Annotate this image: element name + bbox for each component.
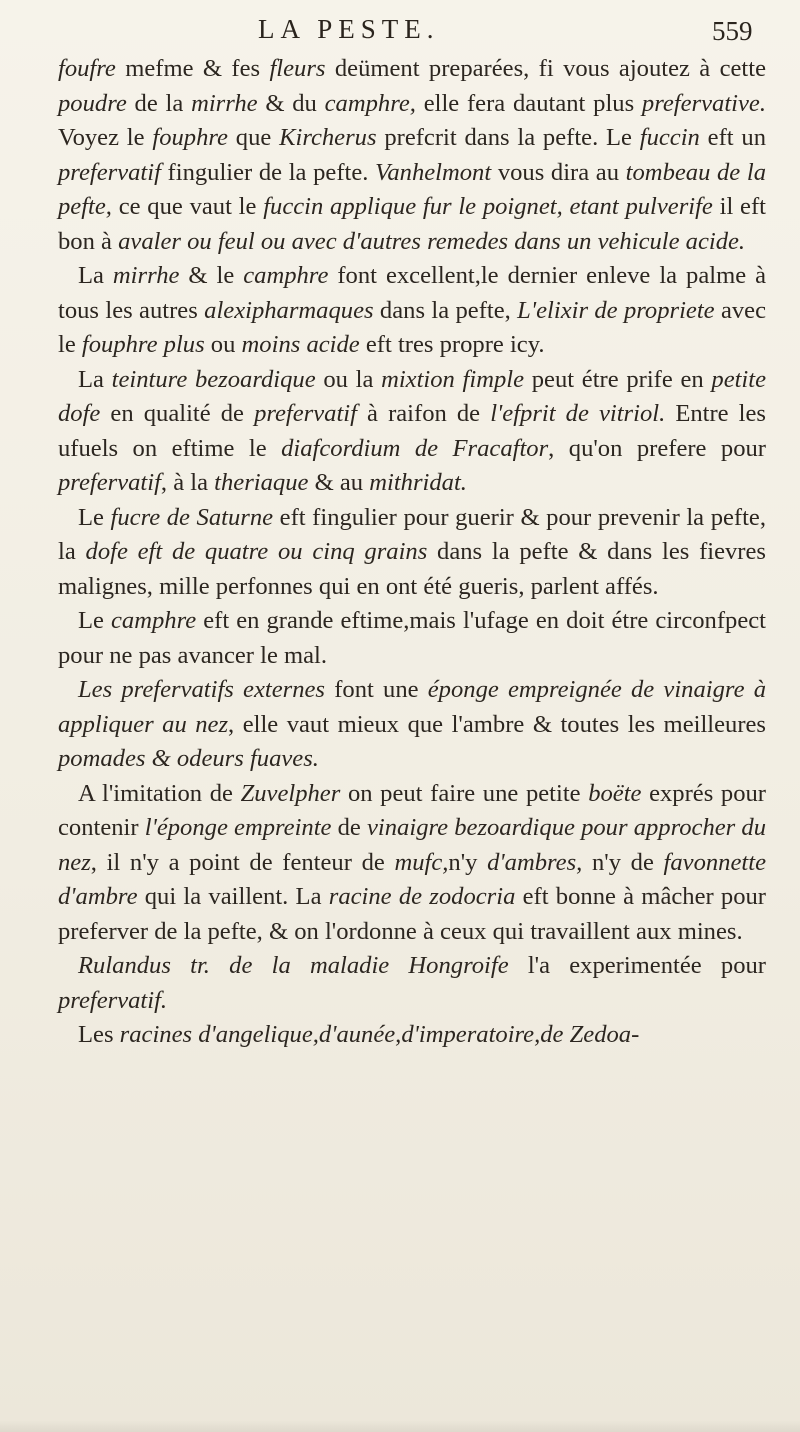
- italic-run: Les prefervatifs externes: [78, 676, 325, 703]
- text-run: prefcrit dans la pefte. Le: [376, 124, 640, 151]
- text-run: eft fingulier pour guerir & pour prevenir la pefte, la: [58, 503, 766, 565]
- text-run: eft bonne à mâcher pour preferver de la pefte, & on l'ordonne à ceux qui travaillent aux mines.: [58, 883, 767, 945]
- text-run: vous dira au: [491, 158, 626, 186]
- italic-run: teinture bezoardique: [111, 365, 316, 393]
- italic-run: prefervatif: [58, 158, 161, 186]
- paragraph: [58, 259, 766, 363]
- text-run: La: [78, 262, 113, 289]
- paragraph: [58, 501, 766, 605]
- italic-run: fleurs: [269, 55, 326, 82]
- text-run: eft en grande eftime,mais l'ufage en doit étre circonfpect pour ne pas avancer le mal.: [58, 607, 766, 669]
- text-run: dans la pefte & dans les fievres malignes, mille perfonnes qui en ont été gueris, parlent affés.: [58, 538, 766, 600]
- text-run: , il n'y a point de fenteur de: [90, 848, 395, 876]
- text-run: ou: [204, 331, 242, 358]
- text-run: Les: [78, 1021, 120, 1048]
- italic-run: fouphre plus: [81, 331, 205, 358]
- text-run: Entre les ufuels on eftime le: [58, 400, 766, 462]
- page-header: [0, 10, 800, 50]
- text-run: qui la vaillent. La: [137, 883, 329, 910]
- italic-run: avaler ou feul ou avec d'autres remedes dans un vehicule acide.: [118, 227, 746, 255]
- italic-run: prefervatif.: [58, 986, 168, 1014]
- text-run: , elle vaut mieux que l'ambre & toutes les meilleures: [228, 710, 766, 738]
- text-run: , qu'on prefere pour: [548, 434, 766, 462]
- text-run: deüment preparées, fi vous ajoutez à cette: [325, 55, 766, 82]
- text-run: La: [78, 365, 112, 393]
- text-run: de la: [126, 89, 192, 117]
- paragraph: [58, 604, 766, 673]
- text-run: dans la pefte,: [373, 296, 518, 324]
- text-run: ou la: [315, 365, 382, 393]
- italic-run: racine de zodocria: [328, 883, 516, 910]
- text-run: l'a experimentée pour: [508, 952, 766, 979]
- paragraph: [58, 1018, 766, 1053]
- body-text: [58, 52, 766, 1053]
- italic-run: vinaigre bezoardique pour approcher du nez: [58, 814, 767, 876]
- italic-run: boëte: [588, 779, 642, 807]
- italic-run: pomades & odeurs fuaves.: [58, 745, 319, 772]
- italic-run: Kircherus: [279, 124, 377, 151]
- text-run: il eft bon à: [58, 193, 766, 255]
- italic-run: favonnette d'ambre: [58, 848, 766, 910]
- page-number: 559: [712, 16, 753, 46]
- text-run: fingulier de la pefte.: [160, 158, 376, 186]
- text-run: en qualité de: [100, 400, 255, 427]
- italic-run: camphre,: [324, 89, 416, 117]
- italic-run: L'elixir de propriete: [517, 296, 715, 324]
- italic-run: d'ambres,: [487, 848, 583, 876]
- text-run: ce que vaut le: [111, 193, 264, 220]
- text-run: eft tres propre icy.: [359, 331, 545, 358]
- italic-run: mufc,: [394, 848, 449, 876]
- italic-run: diafcordium de Fracaftor: [281, 434, 549, 462]
- text-run: avec le: [58, 296, 766, 358]
- text-run: à raifon de: [356, 400, 491, 427]
- italic-run: camphre: [243, 262, 329, 289]
- text-run: Le: [78, 503, 111, 531]
- running-head: LA PESTE.: [258, 14, 440, 44]
- italic-run: fucre de Saturne: [110, 503, 274, 531]
- italic-run: fouphre: [152, 124, 228, 151]
- italic-run: mixtion fimple: [381, 365, 525, 393]
- paragraph: [58, 52, 766, 259]
- text-run: exprés pour contenir: [58, 779, 766, 841]
- text-run: & du: [257, 89, 325, 117]
- italic-run: tombeau de la pefte,: [58, 158, 766, 220]
- italic-run: mirrhe: [112, 262, 180, 289]
- italic-run: mithridat.: [369, 469, 467, 496]
- paragraph: [58, 673, 766, 777]
- italic-run: l'éponge empreinte: [144, 814, 332, 841]
- italic-run: l'efprit de vitriol.: [490, 400, 666, 427]
- italic-run: Zuvelpher: [240, 779, 341, 807]
- text-run: n'y de: [582, 848, 664, 876]
- text-run: Le: [78, 607, 111, 634]
- text-run: eft un: [699, 124, 766, 151]
- text-run: & le: [179, 262, 244, 289]
- text-run: mefme & fes: [115, 55, 270, 82]
- italic-run: fuccin applique fur le poignet, etant pulverife: [263, 193, 713, 220]
- paragraph: [58, 777, 766, 950]
- text-run: que: [227, 124, 280, 151]
- text-run: peut étre prife en: [524, 365, 712, 393]
- text-run: font excellent,le dernier enleve la palme à tous les autres: [58, 262, 767, 324]
- italic-run: petite dofe: [58, 365, 767, 427]
- italic-run: mirrhe: [191, 89, 258, 117]
- italic-run: dofe eft de quatre ou cinq grains: [85, 538, 428, 565]
- text-run: on peut faire une petite: [340, 779, 589, 807]
- text-run: font une: [325, 676, 428, 703]
- paragraph: [58, 363, 766, 501]
- text-run: Voyez le: [58, 124, 153, 151]
- italic-run: poudre: [58, 89, 127, 117]
- page-bottom-shadow: [0, 1420, 800, 1432]
- italic-run: foufre: [58, 55, 116, 82]
- text-run: n'y: [448, 848, 488, 876]
- italic-run: alexipharmaques: [204, 296, 374, 324]
- italic-run: prefervatif: [58, 469, 161, 496]
- italic-run: fuccin: [639, 124, 700, 151]
- text-run: & au: [308, 469, 370, 496]
- italic-run: éponge empreignée de vinaigre à appliquer au nez: [58, 676, 766, 738]
- text-run: , à la: [160, 469, 215, 496]
- italic-run: moins acide: [241, 331, 360, 358]
- text-run: de: [331, 814, 368, 841]
- italic-run: racines d'angelique,d'aunée,d'imperatoire,de Zedoa-: [119, 1021, 640, 1048]
- italic-run: theriaque: [214, 469, 309, 496]
- text-run: elle fera dautant plus: [415, 89, 642, 117]
- italic-run: camphre: [111, 607, 197, 634]
- italic-run: prefervatif: [254, 400, 357, 427]
- italic-run: Rulandus tr. de la maladie Hongroife: [78, 952, 509, 979]
- text-run: A l'imitation de: [78, 779, 241, 807]
- italic-run: Vanhelmont: [375, 158, 492, 186]
- italic-run: prefervative.: [641, 89, 766, 117]
- paragraph: [58, 949, 766, 1018]
